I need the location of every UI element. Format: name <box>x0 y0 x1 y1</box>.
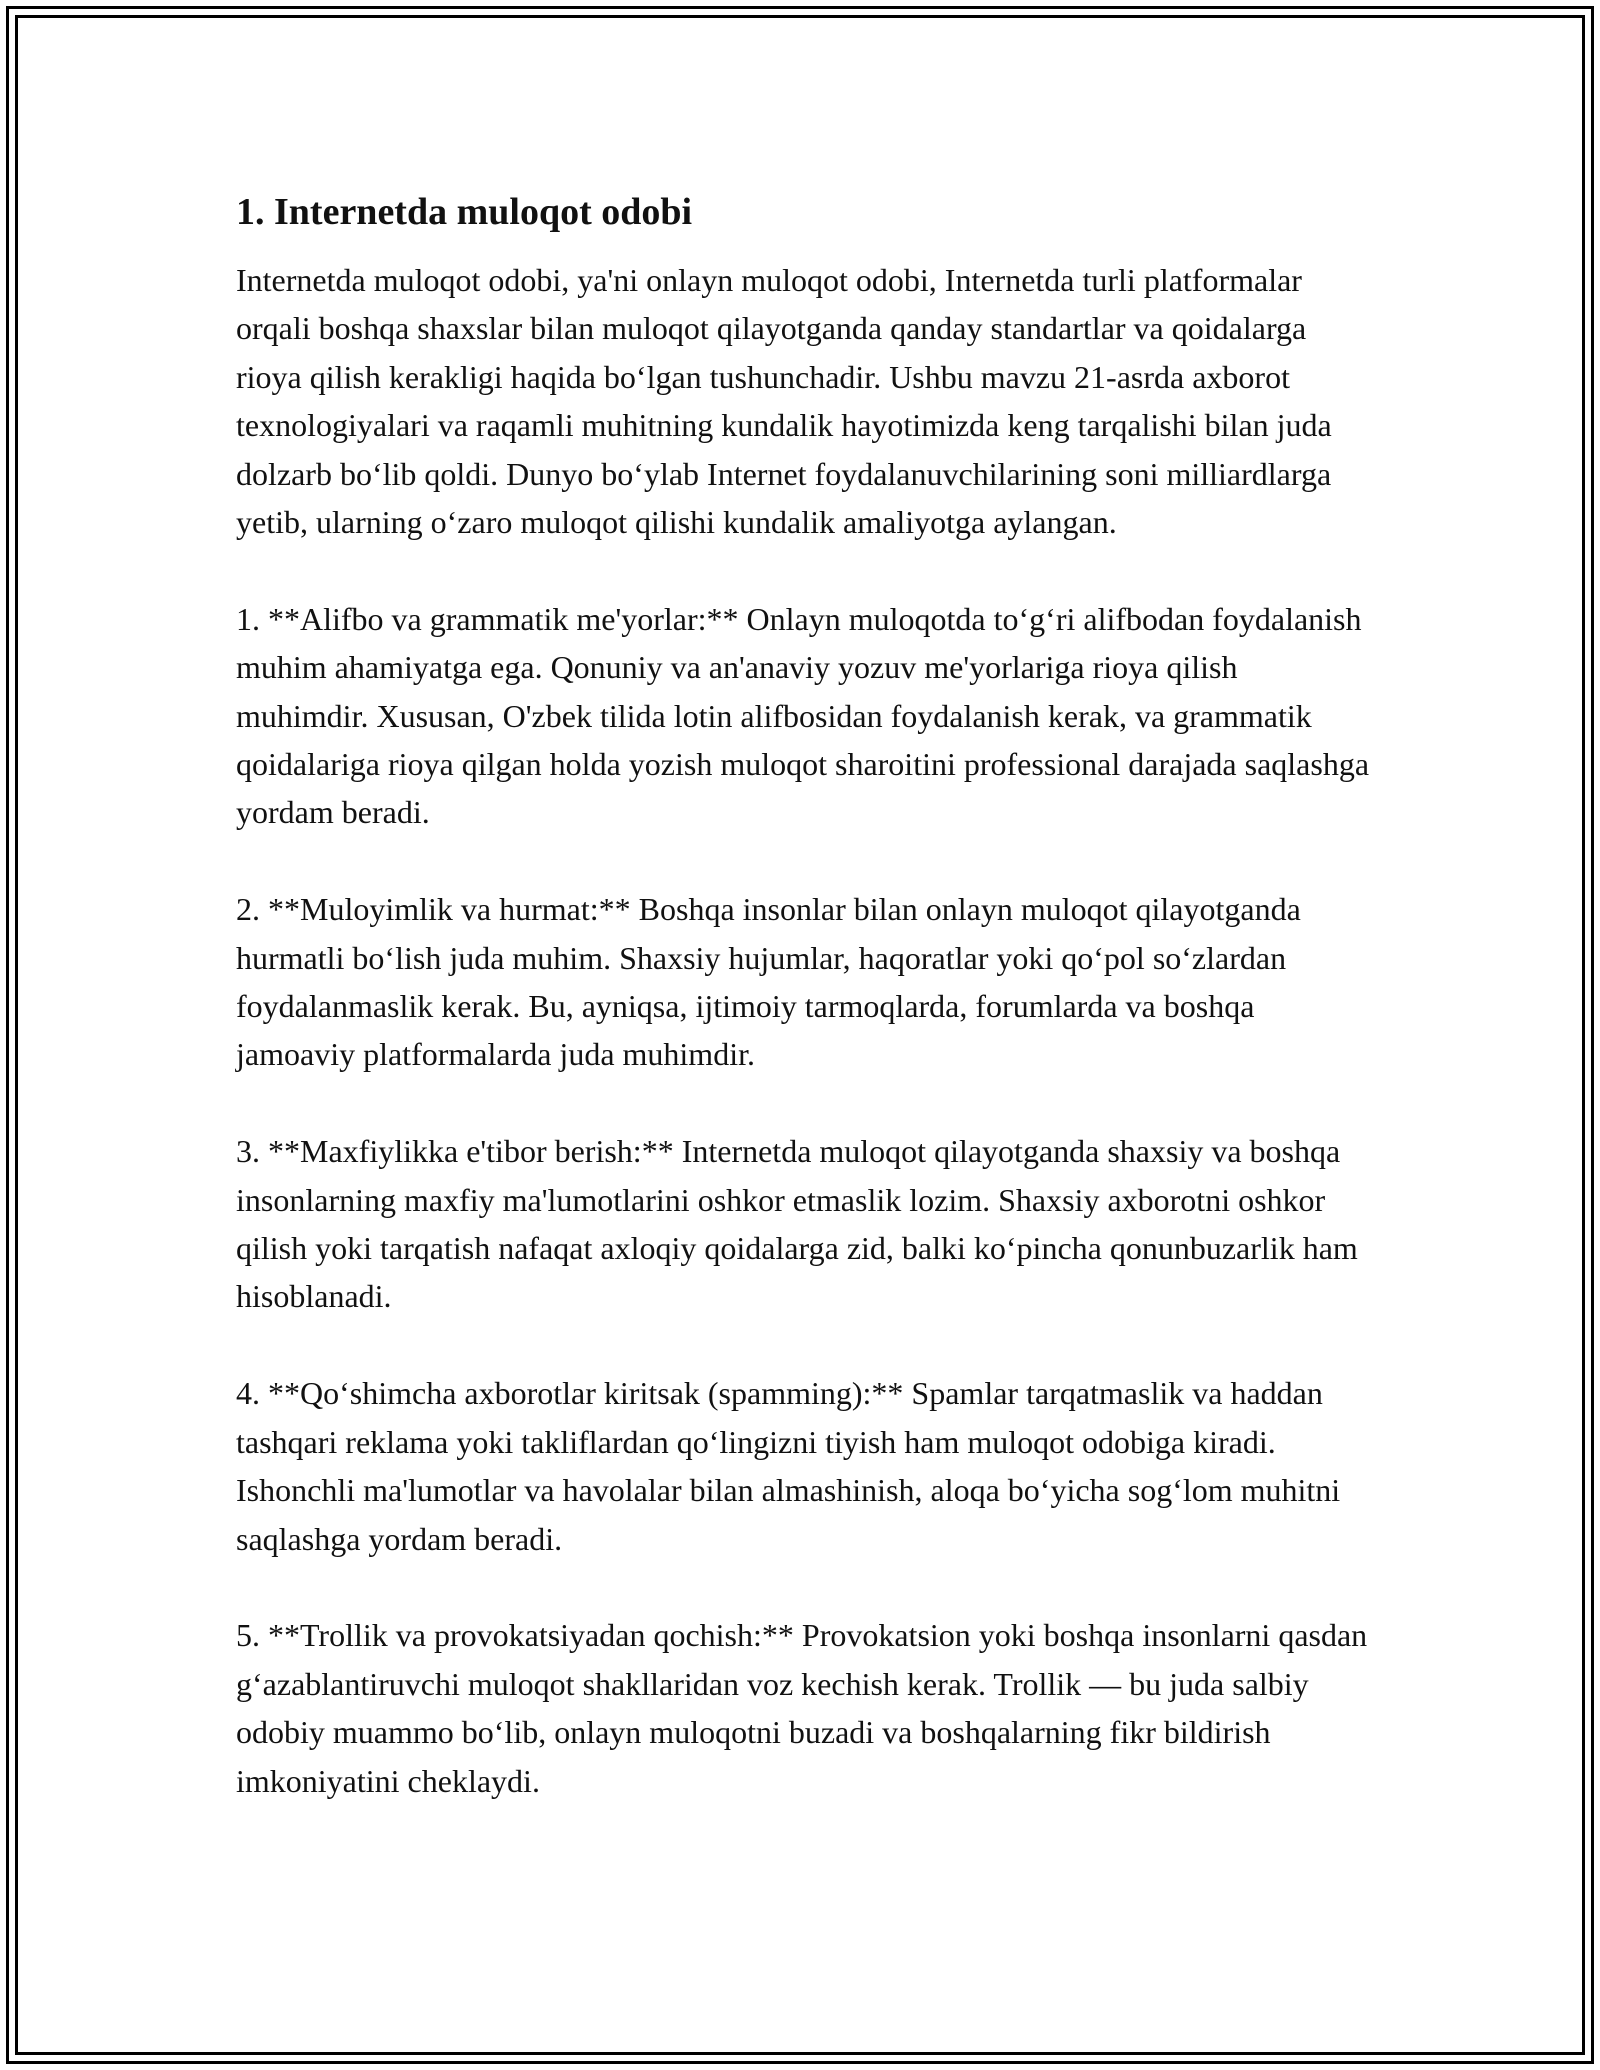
list-item-4: 4. **Qo‘shimcha axborotlar kiritsak (spamming):** Spamlar tarqatmaslik va haddan tashqari reklama yoki takliflardan qo‘lingizni tiyish ham muloqot odobiga kiradi. Ishonchli ma'lumotlar va havolalar bilan almashinish, aloqa bo‘yicha sog‘lom muhitni saqlashga yordam beradi. <box>236 1375 1341 1557</box>
list-item-3: 3. **Maxfiylikka e'tibor berish:** Internetda muloqot qilayotganda shaxsiy va boshqa insonlarning maxfiy ma'lumotlarini oshkor etmaslik lozim. Shaxsiy axborotni oshkor qilish yoki tarqatish nafaqat axloqiy qoidalarga zid, balki ko‘pincha qonunbuzarlik ham hisoblanadi. <box>236 1133 1358 1315</box>
document-body <box>236 186 1376 1853</box>
intro-paragraph: Internetda muloqot odobi, ya'ni onlayn muloqot odobi, Internetda turli platformalar orqali boshqa shaxslar bilan muloqot qilayotganda qanday standartlar va qoidalarga rioya qilish kerakligi haqida bo‘lgan tushunchadir. Ushbu mavzu 21-asrda axborot texnologiyalari va raqamli muhitning kundalik hayotimizda keng tarqalishi bilan juda dolzarb bo‘lib qoldi. Dunyo bo‘ylab Internet foydalanuvchilarining soni milliardlarga yetib, ularning o‘zaro muloqot qilishi kundalik amaliyotga aylangan. <box>236 262 1332 541</box>
list-item-2: 2. **Muloyimlik va hurmat:** Boshqa insonlar bilan onlayn muloqot qilayotganda hurmatli bo‘lish juda muhim. Shaxsiy hujumlar, haqoratlar yoki qo‘pol so‘zlardan foydalanmaslik kerak. Bu, ayniqsa, ijtimoiy tarmoqlarda, forumlarda va boshqa jamoaviy platformalarda juda muhimdir. <box>236 891 1301 1073</box>
list-item-5: 5. **Trollik va provokatsiyadan qochish:** Provokatsion yoki boshqa insonlarni qasdan g‘azablantiruvchi muloqot shakllaridan voz kechish kerak. Trollik — bu juda salbiy odobiy muammo bo‘lib, onlayn muloqotni buzadi va boshqalarning fikr bildirish imkoniyatini cheklaydi. <box>236 1617 1368 1799</box>
section-heading: 1. Internetda muloqot odobi <box>236 191 693 233</box>
list-item-1: 1. **Alifbo va grammatik me'yorlar:** Onlayn muloqotda to‘g‘ri alifbodan foydalanish muhim ahamiyatga ega. Qonuniy va an'anaviy yozuv me'yorlariga rioya qilish muhimdir. Xususan, O'zbek tilida lotin alifbosidan foydalanish kerak, va grammatik qoidalariga rioya qilgan holda yozish muloqot sharoitini professional darajada saqlashga yordam beradi. <box>236 600 1370 831</box>
